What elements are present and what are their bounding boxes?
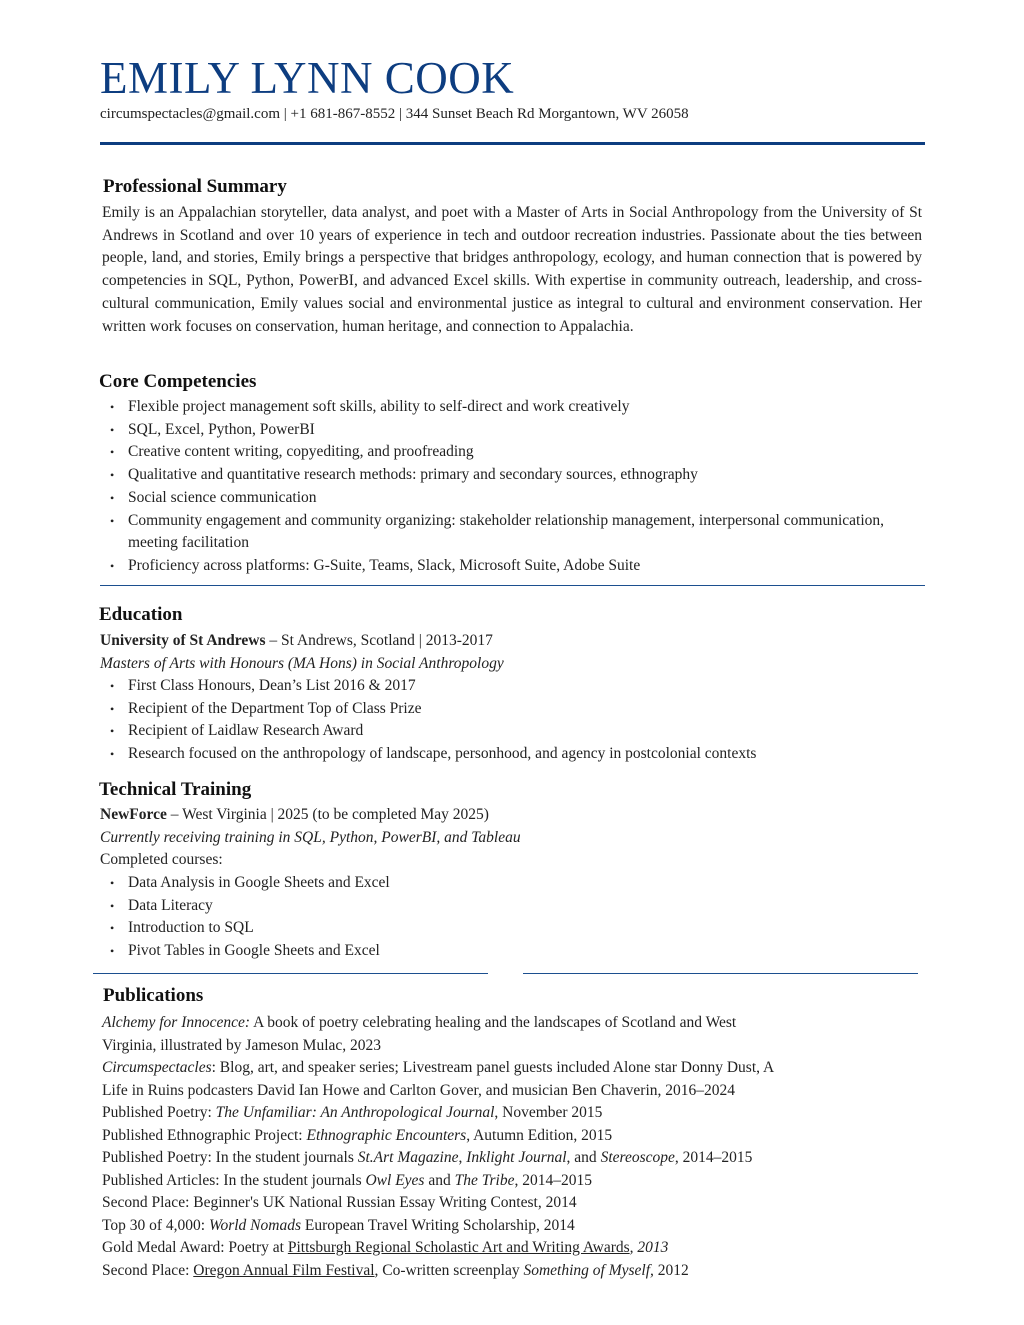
summary-heading: Professional Summary (103, 176, 287, 197)
publication-tail: , November 2015 (494, 1104, 603, 1121)
training-heading: Technical Training (99, 779, 252, 800)
publication-entry (102, 1170, 902, 1193)
separator: | (280, 106, 291, 122)
publication-entry (102, 1147, 902, 1170)
list-item: • Recipient of the Department Top of Class Prize (100, 698, 900, 721)
list-item: • Recipient of Laidlaw Research Award (100, 720, 900, 743)
publication-entry (102, 1237, 902, 1260)
separator: , (458, 1149, 467, 1166)
phone: +1 681-867-8552 (290, 106, 396, 122)
publication-tail: , Autumn Edition, 2015 (466, 1126, 613, 1144)
competencies-heading: Core Competencies (99, 371, 257, 392)
list-item: • Proficiency across platforms: G-Suite, Teams, Slack, Microsoft Suite, Adobe Suite (100, 555, 900, 578)
list-item: • SQL, Excel, Python, PowerBI (100, 419, 900, 442)
publication-title: Alchemy for Innocence: (102, 1014, 251, 1031)
publication-tail: , 2014–2015 (674, 1149, 753, 1166)
training-note-text: Currently receiving training in SQL, Python, PowerBI, and Tableau (100, 829, 521, 846)
institution-details: – St Andrews, Scotland | 2013-2017 (265, 632, 493, 649)
publication-text: A book of poetry celebrating healing and the landscapes of Scotland and West (250, 1014, 737, 1031)
list-item: • Qualitative and quantitative research methods: primary and secondary sources, ethnography (100, 464, 900, 487)
section-divider-left (93, 973, 488, 974)
publication-tail: 2012 (653, 1261, 689, 1279)
publication-title: St.Art Magazine (357, 1149, 459, 1166)
separator: and (424, 1171, 455, 1189)
address: 344 Sunset Beach Rd Morgantown, WV 26058 (405, 106, 689, 122)
publications-heading: Publications (103, 985, 204, 1006)
candidate-name: EMILY LYNN COOK (100, 53, 515, 103)
training-note (100, 827, 521, 850)
publication-title: Ethnographic Encounters (306, 1126, 467, 1144)
training-list (100, 872, 900, 963)
publication-title: The Unfamiliar: An Anthropological Journal (215, 1104, 495, 1121)
section-divider-right (523, 973, 918, 974)
list-item: • Creative content writing, copyediting, and proofreading (100, 441, 900, 464)
awards-link[interactable]: Pittsburgh Regional Scholastic Art and Writing Awards (287, 1239, 630, 1256)
publications-list (102, 1012, 902, 1282)
publication-label: Top 30 of 4,000: (102, 1216, 209, 1234)
publication-label: Published Poetry: In the student journals (102, 1149, 358, 1166)
publication-label: Gold Medal Award: Poetry at (102, 1239, 288, 1256)
publication-title: Something of Myself, (523, 1261, 654, 1279)
list-item: • Research focused on the anthropology of landscape, personhood, and agency in postcolonial contexts (100, 743, 900, 766)
publication-tail: , 2014–2015 (514, 1171, 592, 1189)
publication-title: World Nomads (208, 1216, 302, 1234)
publication-label: Published Ethnographic Project: (102, 1126, 307, 1144)
publication-text: : Blog, art, and speaker series; Livestream panel guests included Alone star Donny Dust, A (211, 1059, 775, 1076)
publication-entry-cont: Virginia, illustrated by Jameson Mulac, 2023 (102, 1036, 382, 1054)
publication-entry (102, 1215, 902, 1238)
publication-entry: Second Place: Beginner's UK National Russian Essay Writing Contest, 2014 (102, 1194, 577, 1211)
publication-label: Published Poetry: (102, 1104, 216, 1121)
publication-entry (102, 1057, 902, 1080)
degree-text: Masters of Arts with Honours (MA Hons) in Social Anthropology (100, 655, 504, 672)
list-item: • Pivot Tables in Google Sheets and Excel (100, 940, 900, 963)
list-item: • Data Analysis in Google Sheets and Excel (100, 872, 900, 895)
institution-details: – West Virginia | 2025 (to be completed May 2025) (166, 806, 489, 823)
separator: | (395, 106, 406, 122)
education-heading: Education (99, 604, 183, 625)
separator: , and (566, 1149, 601, 1166)
film-festival-link[interactable]: Oregon Annual Film Festival (193, 1261, 375, 1279)
list-item: • Social science communication (100, 487, 900, 510)
publication-title: Owl Eyes (365, 1171, 425, 1189)
institution-name: University of St Andrews (100, 632, 266, 649)
publication-title: Circumspectacles (102, 1059, 212, 1076)
publication-entry-cont: Life in Ruins podcasters David Ian Howe and Carlton Gover, and musician Ben Chaverin, 2016–2024 (102, 1081, 736, 1099)
header-divider (100, 142, 925, 145)
list-item: • First Class Honours, Dean’s List 2016 & 2017 (100, 675, 900, 698)
contact-line (100, 104, 689, 124)
publication-title: Inklight Journal (466, 1149, 567, 1166)
publication-text: , Co-written screenplay (374, 1261, 524, 1279)
competencies-list (100, 396, 900, 578)
publication-tail: European Travel Writing Scholarship, 2014 (301, 1216, 575, 1234)
degree (100, 653, 504, 676)
list-item: • Data Literacy (100, 895, 900, 918)
training-institution-line (100, 804, 489, 827)
institution-name: NewForce (100, 806, 167, 823)
list-item: • Community engagement and community organizing: stakeholder relationship management, interpersonal communication, meeting facilitation (100, 510, 900, 555)
publication-title: The Tribe (454, 1171, 515, 1189)
list-item: • Flexible project management soft skills, ability to self-direct and work creatively (100, 396, 900, 419)
completed-courses-label: Completed courses: (100, 851, 223, 868)
education-list (100, 675, 900, 766)
publication-tail: , 2013 (629, 1239, 669, 1256)
publication-label: Published Articles: In the student journals (102, 1171, 366, 1189)
publication-entry (102, 1260, 902, 1283)
publication-title: Stereoscope (600, 1149, 675, 1166)
publication-entry (102, 1102, 902, 1125)
email: circumspectacles@gmail.com (100, 106, 280, 122)
list-item: • Introduction to SQL (100, 917, 900, 940)
education-institution-line (100, 630, 493, 653)
publication-entry (102, 1125, 902, 1148)
publication-label: Second Place: (102, 1261, 194, 1279)
section-divider (100, 585, 925, 586)
summary-text: Emily is an Appalachian storyteller, data analyst, and poet with a Master of Arts in Social Anthropology from the University of St Andrews in Scotland and over 10 years of experience in tech and outdoor recreation industries. Passionate about the ties between people, land, and stories, Emily brings a perspective that bridges anthropology, ecology, and human connection that is powered by competencies in SQL, Python, PowerBI, and advanced Excel skills. With expertise in community outreach, leadership, and cross-cultural communication, Emily values social and environmental justice as integral to cultural and environment conservation. Her written work focuses on conservation, human heritage, and connection to Appalachia. (102, 204, 922, 335)
publication-entry (102, 1012, 902, 1035)
